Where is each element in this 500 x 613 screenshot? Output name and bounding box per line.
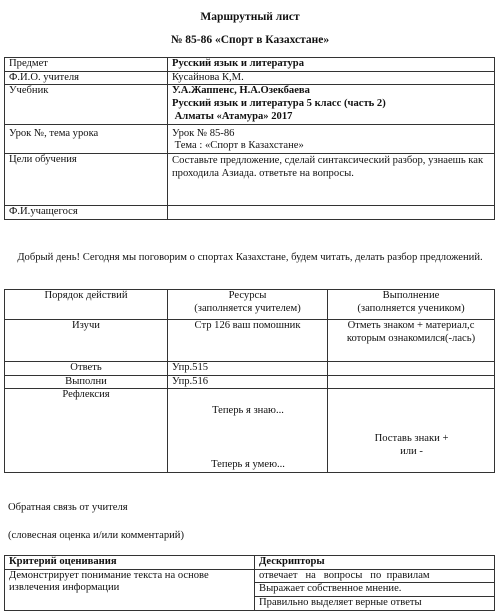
textbook-name: Русский язык и литература 5 класс (часть 2) bbox=[172, 98, 386, 110]
action-cell: Выполни bbox=[5, 375, 168, 389]
student-name-field[interactable] bbox=[168, 205, 495, 219]
info-label: Урок №, тема урока bbox=[5, 124, 168, 153]
table-row bbox=[5, 320, 495, 362]
info-label: Ф.И.О. учителя bbox=[5, 71, 168, 85]
page-subtitle: № 85-86 «Спорт в Казахстане» bbox=[170, 34, 330, 46]
info-row-lesson bbox=[5, 124, 495, 153]
info-row-student bbox=[5, 205, 495, 219]
info-value bbox=[168, 85, 495, 124]
info-value: Составьте предложение, сделай синтаксический разбор, узнаешь как проходила Азиада. ответьте на вопросы. bbox=[168, 153, 495, 205]
criterion-cell: Демонстрирует понимание текста на основе извлечения информации bbox=[5, 569, 255, 610]
lesson-topic: Тема : «Спорт в Казахстане» bbox=[172, 140, 304, 152]
info-value: Кусайнова К,М. bbox=[168, 71, 495, 85]
info-table bbox=[4, 57, 495, 220]
reflection-can: Теперь я умею... bbox=[211, 459, 285, 471]
info-value bbox=[168, 124, 495, 153]
header-descriptors: Дескрипторы bbox=[255, 556, 495, 570]
reflection-know: Теперь я знаю... bbox=[212, 405, 284, 417]
table-row bbox=[5, 362, 495, 376]
action-cell: Ответь bbox=[5, 362, 168, 376]
actions-header-row bbox=[5, 290, 495, 320]
page-title: Маршрутный лист bbox=[200, 11, 300, 23]
reflection-instruction: Поставь знаки + или - bbox=[374, 433, 449, 458]
info-label: Учебник bbox=[5, 85, 168, 124]
execution-cell[interactable] bbox=[328, 362, 495, 376]
action-cell: Рефлексия bbox=[5, 389, 168, 473]
resource-cell bbox=[168, 389, 328, 473]
table-row bbox=[5, 389, 495, 473]
table-row bbox=[5, 569, 495, 583]
info-label: Ф.И.учащегося bbox=[5, 205, 168, 219]
textbook-authors: У.А.Жаппенс, Н.А.Озекбаева bbox=[172, 85, 310, 97]
header-action: Порядок действий bbox=[5, 290, 168, 320]
header-resources: Ресурсы (заполняется учителем) bbox=[168, 290, 328, 320]
criteria-header-row bbox=[5, 556, 495, 570]
criteria-table bbox=[4, 555, 495, 611]
resource-cell: Упр.515 bbox=[168, 362, 328, 376]
info-row-subject bbox=[5, 58, 495, 72]
descriptor-cell: Выражает собственное мнение. bbox=[255, 583, 495, 597]
info-value: Русский язык и литература bbox=[168, 58, 495, 72]
resource-cell: Упр.516 bbox=[168, 375, 328, 389]
info-row-teacher bbox=[5, 71, 495, 85]
execution-cell[interactable] bbox=[328, 375, 495, 389]
header-execution: Выполнение (заполняется учеником) bbox=[328, 290, 495, 320]
info-label: Предмет bbox=[5, 58, 168, 72]
resource-cell: Стр 126 ваш помошник bbox=[168, 320, 328, 362]
info-row-textbook bbox=[5, 85, 495, 124]
header-criterion: Критерий оценивания bbox=[5, 556, 255, 570]
execution-cell[interactable] bbox=[328, 389, 495, 473]
info-label: Цели обучения bbox=[5, 153, 168, 205]
execution-cell: Отметь знаком + материал,с которым ознакомился(-лась) bbox=[328, 320, 495, 362]
descriptor-cell: Правильно выделяет верные ответы bbox=[255, 597, 495, 611]
lesson-number: Урок № 85-86 bbox=[172, 127, 235, 139]
table-row bbox=[5, 375, 495, 389]
action-cell: Изучи bbox=[5, 320, 168, 362]
info-row-goals bbox=[5, 153, 495, 205]
textbook-publisher: Алматы «Атамура» 2017 bbox=[172, 110, 293, 122]
descriptor-cell: отвечает на вопросы по правилам bbox=[255, 569, 495, 583]
intro-text: Добрый день! Сегодня мы поговорим о спортах Казахстане, будем читать, делать разбор предложений. bbox=[17, 252, 483, 263]
feedback-subtitle: (словесная оценка и/или комментарий) bbox=[8, 530, 184, 541]
actions-table bbox=[4, 289, 495, 473]
feedback-title: Обратная связь от учителя bbox=[8, 502, 128, 513]
